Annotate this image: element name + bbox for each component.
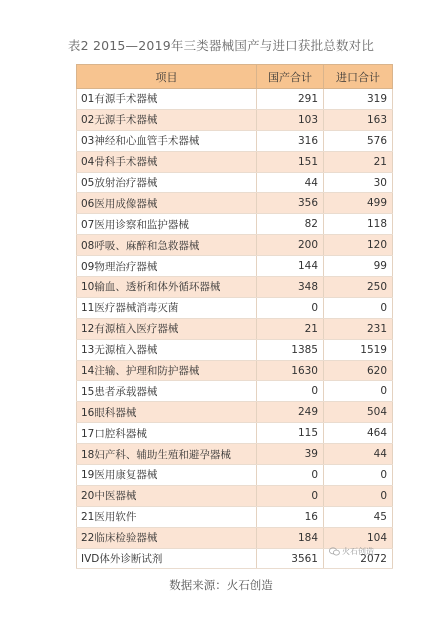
row-domestic-total: 21 xyxy=(257,318,324,339)
row-item-name: 14注输、护理和防护器械 xyxy=(77,360,257,381)
row-domestic-total: 356 xyxy=(257,193,324,214)
row-imported-total: 231 xyxy=(324,318,393,339)
table-caption: 表2 2015—2019年三类器械国产与进口获批总数对比 xyxy=(67,38,375,53)
row-item-name: 07医用诊察和监护器械 xyxy=(77,214,257,235)
header-domestic-total: 国产合计 xyxy=(257,65,324,89)
table-row xyxy=(77,89,393,110)
row-item-name: 17口腔科器械 xyxy=(77,423,257,444)
table-row xyxy=(77,444,393,465)
row-domestic-total: 39 xyxy=(257,444,324,465)
table-row xyxy=(77,527,393,548)
row-domestic-total: 200 xyxy=(257,235,324,256)
row-imported-total: 1519 xyxy=(324,339,393,360)
row-imported-total: 118 xyxy=(324,214,393,235)
row-imported-total: 99 xyxy=(324,256,393,277)
row-item-name: 21医用软件 xyxy=(77,506,257,527)
table-row xyxy=(77,339,393,360)
row-domestic-total: 3561 xyxy=(257,548,324,569)
row-domestic-total: 151 xyxy=(257,151,324,172)
header-item: 项目 xyxy=(77,65,257,89)
table-row xyxy=(77,277,393,298)
table-row xyxy=(77,318,393,339)
table-row xyxy=(77,402,393,423)
row-imported-total: 250 xyxy=(324,277,393,298)
row-item-name: 22临床检验器械 xyxy=(77,527,257,548)
row-domestic-total: 316 xyxy=(257,130,324,151)
row-imported-total: 504 xyxy=(324,402,393,423)
row-domestic-total: 144 xyxy=(257,256,324,277)
row-item-name: 08呼吸、麻醉和急救器械 xyxy=(77,235,257,256)
comparison-table xyxy=(76,64,393,569)
row-domestic-total: 82 xyxy=(257,214,324,235)
row-imported-total: 0 xyxy=(324,381,393,402)
row-item-name: 12有源植入医疗器械 xyxy=(77,318,257,339)
row-imported-total: 30 xyxy=(324,172,393,193)
row-domestic-total: 291 xyxy=(257,89,324,110)
row-domestic-total: 115 xyxy=(257,423,324,444)
row-item-name: 06医用成像器械 xyxy=(77,193,257,214)
row-item-name: 20中医器械 xyxy=(77,485,257,506)
table-row xyxy=(77,109,393,130)
row-domestic-total: 0 xyxy=(257,485,324,506)
header-imported-total: 进口合计 xyxy=(324,65,393,89)
row-item-name: 11医疗器械消毒灭菌 xyxy=(77,297,257,318)
row-domestic-total: 0 xyxy=(257,297,324,318)
row-imported-total: 44 xyxy=(324,444,393,465)
row-imported-total: 120 xyxy=(324,235,393,256)
row-imported-total: 45 xyxy=(324,506,393,527)
table-header-row xyxy=(77,65,393,89)
table-row xyxy=(77,360,393,381)
row-imported-total: 0 xyxy=(324,465,393,486)
table-row xyxy=(77,256,393,277)
row-item-name: 13无源植入器械 xyxy=(77,339,257,360)
row-domestic-total: 103 xyxy=(257,109,324,130)
row-imported-total: 620 xyxy=(324,360,393,381)
row-item-name: 01有源手术器械 xyxy=(77,89,257,110)
row-imported-total: 0 xyxy=(324,485,393,506)
row-imported-total: 319 xyxy=(324,89,393,110)
row-imported-total: 464 xyxy=(324,423,393,444)
row-domestic-total: 16 xyxy=(257,506,324,527)
row-item-name: 04骨科手术器械 xyxy=(77,151,257,172)
row-item-name: 19医用康复器械 xyxy=(77,465,257,486)
table-row xyxy=(77,485,393,506)
row-item-name: 09物理治疗器械 xyxy=(77,256,257,277)
row-imported-total: 163 xyxy=(324,109,393,130)
row-item-name: 10输血、透析和体外循环器械 xyxy=(77,277,257,298)
row-item-name: 16眼科器械 xyxy=(77,402,257,423)
row-domestic-total: 1385 xyxy=(257,339,324,360)
table-row xyxy=(77,465,393,486)
watermark-text: 火石创造 xyxy=(342,547,374,556)
table-row xyxy=(77,297,393,318)
row-domestic-total: 0 xyxy=(257,381,324,402)
row-domestic-total: 0 xyxy=(257,465,324,486)
table-row xyxy=(77,214,393,235)
row-imported-total: 576 xyxy=(324,130,393,151)
row-item-name: 02无源手术器械 xyxy=(77,109,257,130)
row-imported-total: 104 xyxy=(324,527,393,548)
table-row xyxy=(77,423,393,444)
row-item-name: IVD体外诊断试剂 xyxy=(77,548,257,569)
row-imported-total: 2072 xyxy=(324,548,393,569)
data-source-note: 数据来源：火石创造 xyxy=(169,578,273,592)
row-imported-total: 0 xyxy=(324,297,393,318)
wechat-watermark-icon xyxy=(329,547,340,556)
table-row xyxy=(77,235,393,256)
watermark xyxy=(329,546,374,557)
row-domestic-total: 249 xyxy=(257,402,324,423)
row-item-name: 18妇产科、辅助生殖和避孕器械 xyxy=(77,444,257,465)
row-domestic-total: 44 xyxy=(257,172,324,193)
table-row xyxy=(77,381,393,402)
row-item-name: 15患者承载器械 xyxy=(77,381,257,402)
table-row xyxy=(77,151,393,172)
table-row xyxy=(77,130,393,151)
row-domestic-total: 1630 xyxy=(257,360,324,381)
table-row xyxy=(77,506,393,527)
comparison-table-container xyxy=(76,64,392,569)
row-domestic-total: 348 xyxy=(257,277,324,298)
table-row xyxy=(77,172,393,193)
row-domestic-total: 184 xyxy=(257,527,324,548)
table-body xyxy=(77,89,393,569)
row-imported-total: 499 xyxy=(324,193,393,214)
row-imported-total: 21 xyxy=(324,151,393,172)
row-item-name: 05放射治疗器械 xyxy=(77,172,257,193)
table-row xyxy=(77,193,393,214)
row-item-name: 03神经和心血管手术器械 xyxy=(77,130,257,151)
